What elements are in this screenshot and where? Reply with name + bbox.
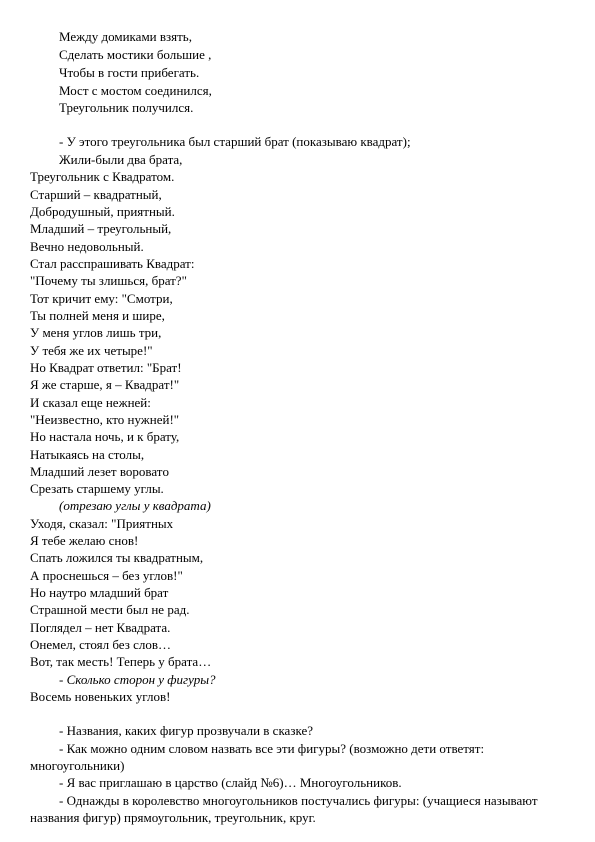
tale-line: Спать ложился ты квадратным, xyxy=(30,550,204,565)
tale-line: Я тебе желаю снов! xyxy=(30,533,139,548)
teacher-remark: - У этого треугольника был старший брат (показываю квадрат); xyxy=(59,134,411,149)
tale-line: И сказал еще нежней: xyxy=(30,395,151,410)
poem-line: Сделать мостики большие , xyxy=(59,47,212,62)
tale-line: Уходя, сказал: "Приятных xyxy=(30,516,174,531)
tale-line: Я же старше, я – Квадрат!" xyxy=(30,377,180,392)
tale-line: Страшной мести был не рад. xyxy=(30,602,190,617)
tale-line: Но Квадрат ответил: "Брат! xyxy=(30,360,182,375)
stage-note: (отрезаю углы у квадрата) xyxy=(59,498,211,513)
tale-line: Треугольник с Квадратом. xyxy=(30,169,175,184)
tale-line: Младший – треугольный, xyxy=(30,221,172,236)
tale-line: Жили-были два брата, xyxy=(59,152,183,167)
poem-line: Треугольник получился. xyxy=(59,100,194,115)
poem-line: Мост с мостом соединился, xyxy=(59,83,212,98)
discussion-paragraph: - Как можно одним словом назвать все эти фигуры? (возможно дети ответят: многоугольники) xyxy=(30,741,485,773)
tale-line: Но наутро младший брат xyxy=(30,585,169,600)
tale-line: Срезать старшему углы. xyxy=(30,481,164,496)
tale-line: У тебя же их четыре!" xyxy=(30,343,153,358)
tale-line: Старший – квадратный, xyxy=(30,187,162,202)
answer-sides: Восемь новеньких углов! xyxy=(30,689,171,704)
tale-line: У меня углов лишь три, xyxy=(30,325,162,340)
tale-line: Вечно недовольный. xyxy=(30,239,144,254)
tale-line: Но настала ночь, и к брату, xyxy=(30,429,180,444)
poem-line: Чтобы в гости прибегать. xyxy=(59,65,200,80)
poem-line: Между домиками взять, xyxy=(59,29,192,44)
question-sides: - Сколько сторон у фигуры? xyxy=(59,672,216,687)
tale-line: А проснешься – без углов!" xyxy=(30,568,183,583)
tale-line: Младший лезет вороватo xyxy=(30,464,169,479)
discussion-paragraph: - Однажды в королевство многоугольников постучались фигуры: (учащиеся называют названия фигур) прямоугольник, треугольник, круг. xyxy=(30,793,538,825)
tale-line: Ты полней меня и шире, xyxy=(30,308,165,323)
tale-line: Тот кричит ему: "Смотри, xyxy=(30,291,173,306)
tale-line: Добродушный, приятный. xyxy=(30,204,175,219)
tale-line: "Почему ты злишься, брат?" xyxy=(30,273,187,288)
tale-line: Натыкаясь на столы, xyxy=(30,447,145,462)
tale-line: Поглядел – нет Квадрата. xyxy=(30,620,171,635)
tale-line: Вот, так месть! Теперь у брата… xyxy=(30,654,212,669)
discussion-line: - Я вас приглашаю в царство (слайд №6)… Многоугольников. xyxy=(59,775,402,790)
tale-line: Онемел, стоял без слов… xyxy=(30,637,172,652)
discussion-line: - Названия, каких фигур прозвучали в сказке? xyxy=(59,723,313,738)
tale-line: Стал расспрашивать Квадрат: xyxy=(30,256,195,271)
tale-line: "Неизвестно, кто нужней!" xyxy=(30,412,180,427)
